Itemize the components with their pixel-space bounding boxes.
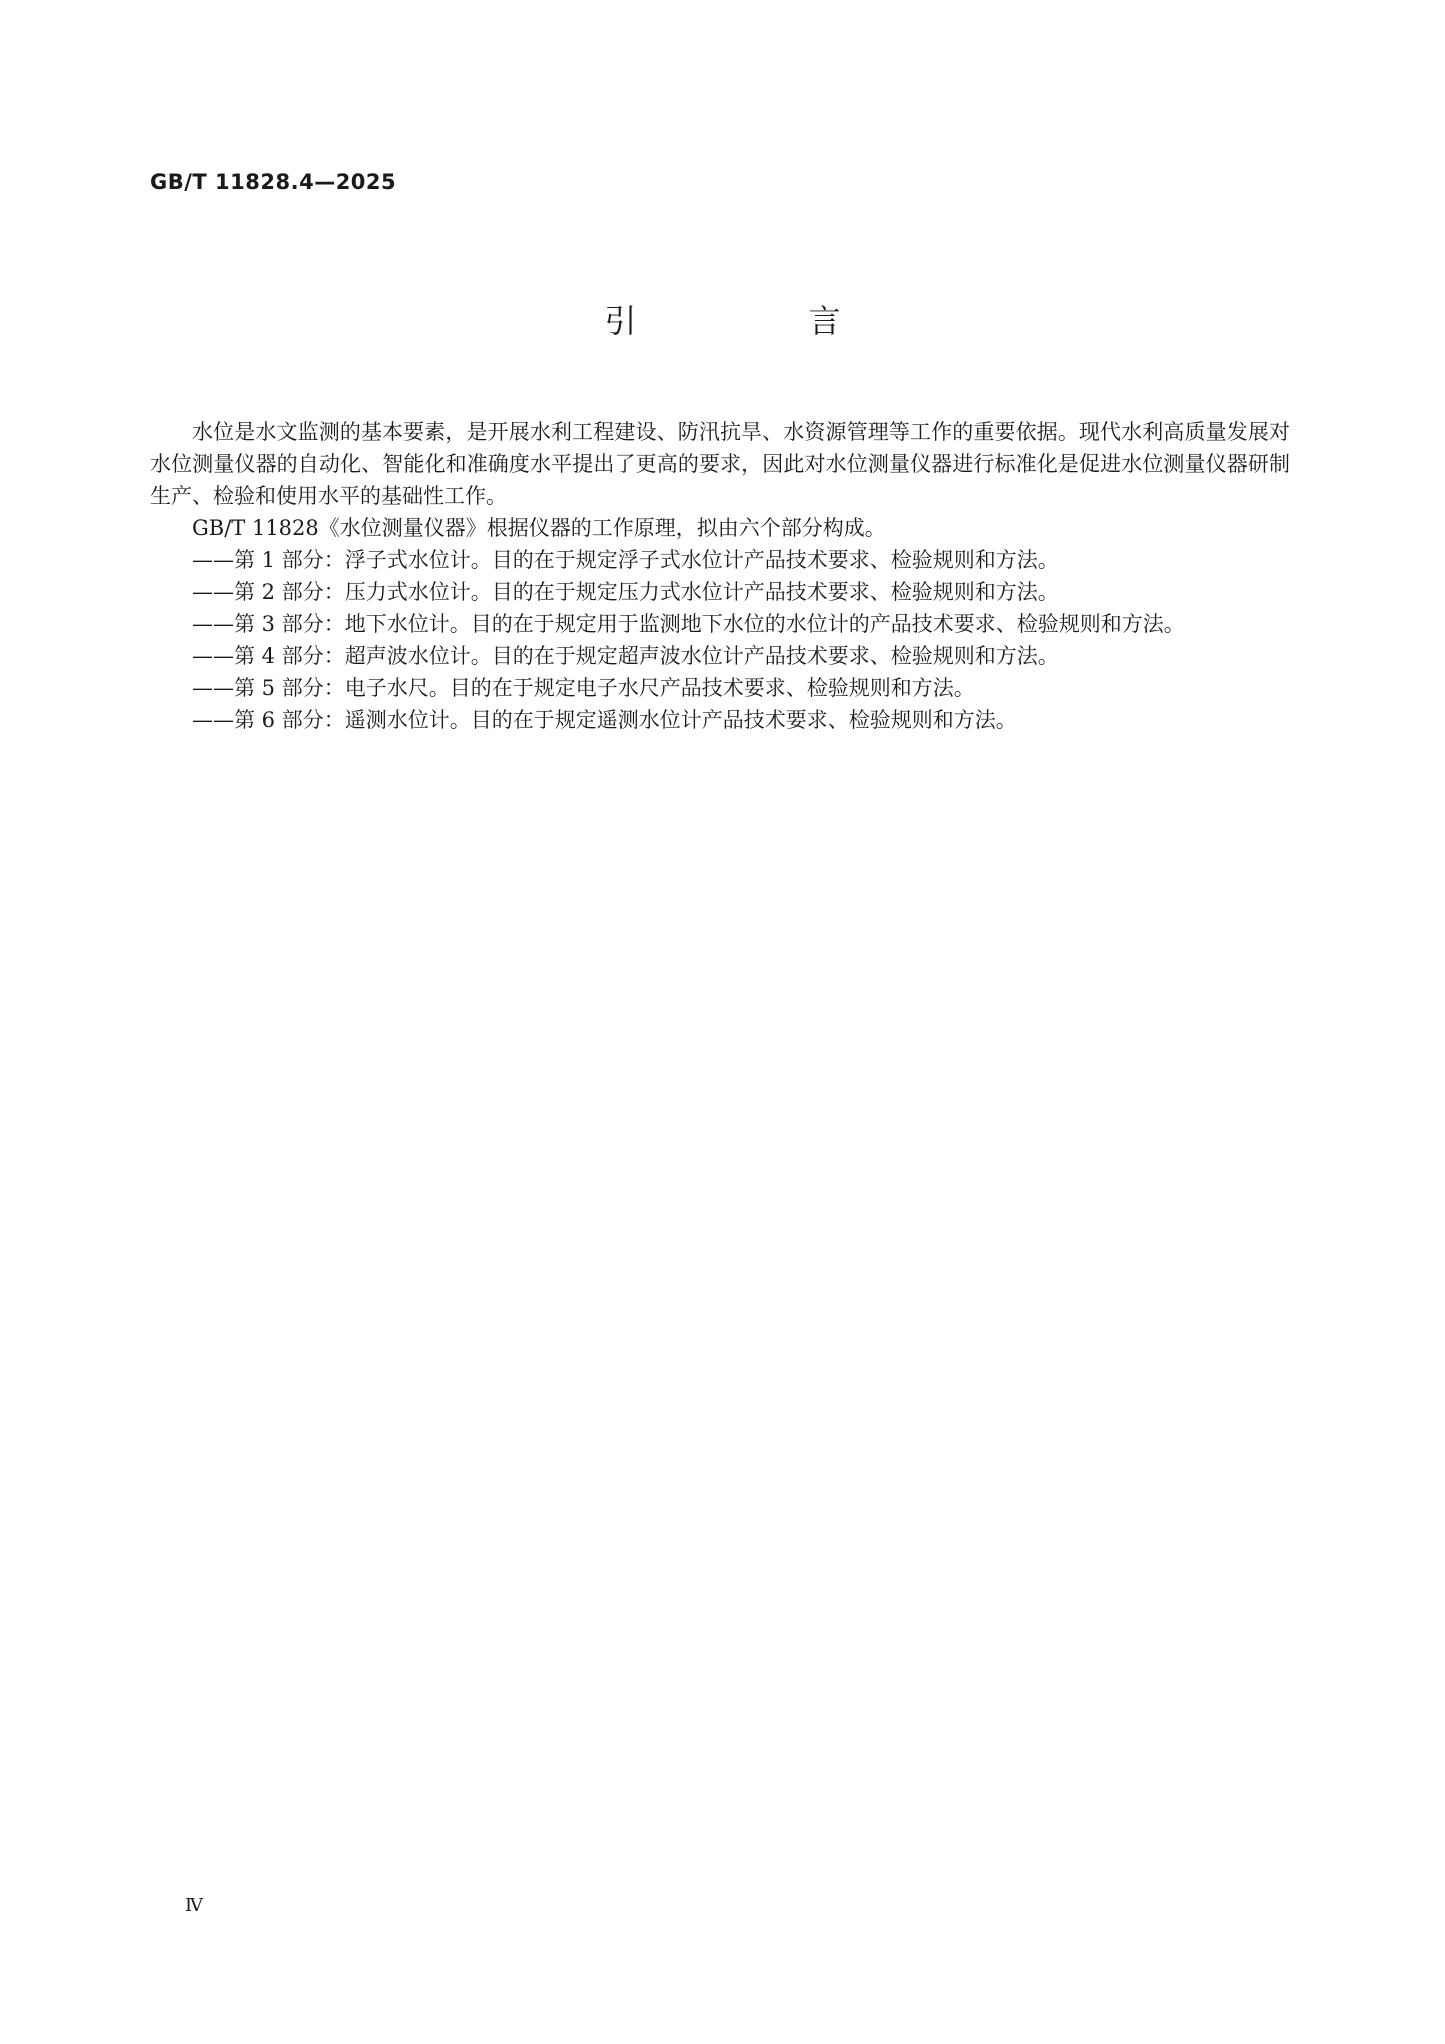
page-number: Ⅳ [185, 1895, 203, 1916]
page-title: 引 言 [604, 302, 911, 340]
part-item-5: ——第 5 部分：电子水尺。目的在于规定电子水尺产品技术要求、检验规则和方法。 [192, 676, 975, 700]
structure-paragraph: GB/T 11828《水位测量仪器》根据仪器的工作原理，拟由六个部分构成。 [192, 516, 886, 540]
part-item-6: ——第 6 部分：遥测水位计。目的在于规定遥测水位计产品技术要求、检验规则和方法。 [192, 708, 1017, 732]
intro-paragraph: 水位是水文监测的基本要素，是开展水利工程建设、防汛抗旱、水资源管理等工作的重要依据。现代水利高质量发展对水位测量仪器的自动化、智能化和准确度水平提出了更高的要求，因此对水位测量仪器进行标准化是促进水位测量仪器研制生产、检验和使用水平的基础性工作。 [150, 420, 1290, 508]
part-item-4: ——第 4 部分：超声波水位计。目的在于规定超声波水位计产品技术要求、检验规则和方法。 [192, 644, 1059, 668]
part-item-3: ——第 3 部分：地下水位计。目的在于规定用于监测地下水位的水位计的产品技术要求、检验规则和方法。 [192, 612, 1185, 636]
part-item-2: ——第 2 部分：压力式水位计。目的在于规定压力式水位计产品技术要求、检验规则和方法。 [192, 580, 1059, 604]
standard-code: GB/T 11828.4—2025 [150, 170, 397, 194]
introduction-body [150, 416, 1290, 736]
part-item-1: ——第 1 部分：浮子式水位计。目的在于规定浮子式水位计产品技术要求、检验规则和方法。 [192, 548, 1059, 572]
